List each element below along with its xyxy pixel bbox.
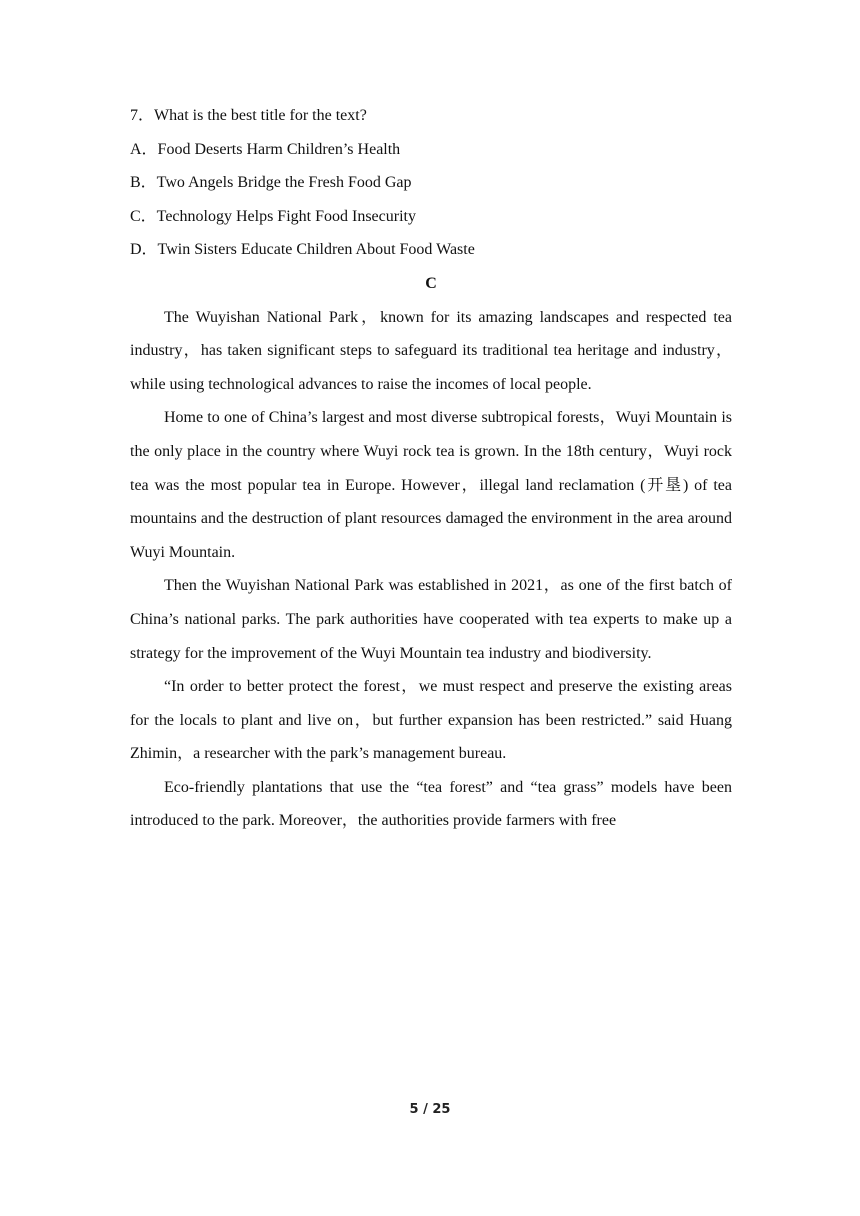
passage-section-letter: C: [425, 274, 437, 292]
page-content: [130, 104, 732, 843]
option-c: C．Technology Helps Fight Food Insecurity: [130, 207, 416, 225]
question-stem: 7．What is the best title for the text?: [130, 107, 367, 124]
paragraph-2: Home to one of China’s largest and most diverse subtropical forests，Wuyi Mountain is the only place in the country where Wuyi rock tea is grown. In the 18th century，Wuyi rock tea was the most popular tea in Europe. However，illegal land reclamation (开垦) of tea mountains and the destruction of plant resources damaged the environment in the area around Wuyi Mountain.: [130, 409, 732, 561]
page-number: 5 / 25: [409, 1102, 451, 1117]
option-a: A．Food Deserts Harm Children’s Health: [130, 140, 401, 158]
paragraph-4: “In order to better protect the forest，we must respect and preserve the existing areas for the locals to plant and live on，but further expansion has been restricted.” said Huang Zhimin，a researcher with the park’s management bureau.: [130, 678, 732, 763]
paragraph-1: The Wuyishan National Park，known for its amazing landscapes and respected tea industry，has taken significant steps to safeguard its traditional tea heritage and industry，while using technological advances to raise the incomes of local people.: [130, 308, 733, 393]
passage-body: [130, 301, 732, 844]
question-block: [130, 104, 732, 272]
option-b: B．Two Angels Bridge the Fresh Food Gap: [130, 174, 412, 192]
paragraph-3: Then the Wuyishan National Park was established in 2021，as one of the first batch of China’s national parks. The park authorities have cooperated with tea experts to make up a strategy for the improvement of the Wuyi Mountain tea industry and biodiversity.: [130, 577, 732, 662]
option-d: D．Twin Sisters Educate Children About Food Waste: [130, 241, 475, 259]
paragraph-5: Eco-friendly plantations that use the “tea forest” and “tea grass” models have been introduced to the park. Moreover，the authorities provide farmers with free: [130, 778, 732, 830]
